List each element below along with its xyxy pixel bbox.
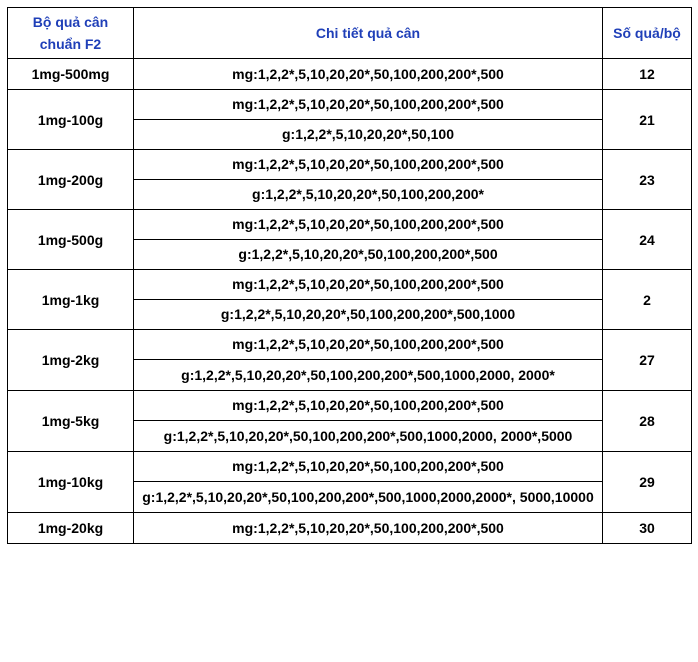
count-cell: 2 <box>603 270 692 330</box>
detail-mg: mg:1,2,2*,5,10,20,20*,50,100,200,200*,500 <box>134 452 603 482</box>
detail-g: g:1,2,2*,5,10,20,20*,50,100,200,200*,500,1000,2000, 2000* <box>134 360 603 391</box>
count-cell: 21 <box>603 90 692 150</box>
set-name: 1mg-20kg <box>8 513 134 544</box>
set-name: 1mg-5kg <box>8 391 134 452</box>
table-row <box>8 330 692 360</box>
detail-g: g:1,2,2*,5,10,20,20*,50,100 <box>134 120 603 150</box>
set-name: 1mg-1kg <box>8 270 134 330</box>
detail-mg: mg:1,2,2*,5,10,20,20*,50,100,200,200*,500 <box>134 210 603 240</box>
detail-mg: mg:1,2,2*,5,10,20,20*,50,100,200,200*,500 <box>134 59 603 90</box>
table-row <box>8 90 692 120</box>
detail-mg: mg:1,2,2*,5,10,20,20*,50,100,200,200*,500 <box>134 90 603 120</box>
count-cell: 30 <box>603 513 692 544</box>
table-row <box>8 513 692 544</box>
table-row <box>8 59 692 90</box>
detail-g: g:1,2,2*,5,10,20,20*,50,100,200,200*,500 <box>134 240 603 270</box>
detail-mg: mg:1,2,2*,5,10,20,20*,50,100,200,200*,500 <box>134 270 603 300</box>
set-name: 1mg-2kg <box>8 330 134 391</box>
header-row <box>8 8 692 59</box>
count-cell: 23 <box>603 150 692 210</box>
table-row <box>8 210 692 240</box>
count-cell: 29 <box>603 452 692 513</box>
set-name: 1mg-100g <box>8 90 134 150</box>
set-name: 1mg-200g <box>8 150 134 210</box>
count-cell: 12 <box>603 59 692 90</box>
header-detail: Chi tiết quả cân <box>134 8 603 59</box>
set-name: 1mg-10kg <box>8 452 134 513</box>
count-cell: 28 <box>603 391 692 452</box>
detail-g: g:1,2,2*,5,10,20,20*,50,100,200,200*,500,1000,2000,2000*, 5000,10000 <box>134 482 603 513</box>
set-name: 1mg-500g <box>8 210 134 270</box>
detail-mg: mg:1,2,2*,5,10,20,20*,50,100,200,200*,500 <box>134 391 603 421</box>
detail-mg: mg:1,2,2*,5,10,20,20*,50,100,200,200*,500 <box>134 513 603 544</box>
header-count: Số quả/bộ <box>603 8 692 59</box>
count-cell: 24 <box>603 210 692 270</box>
detail-g: g:1,2,2*,5,10,20,20*,50,100,200,200*,500,1000,2000, 2000*,5000 <box>134 421 603 452</box>
table-row <box>8 150 692 180</box>
detail-mg: mg:1,2,2*,5,10,20,20*,50,100,200,200*,500 <box>134 330 603 360</box>
detail-mg: mg:1,2,2*,5,10,20,20*,50,100,200,200*,500 <box>134 150 603 180</box>
table-row <box>8 391 692 421</box>
table-row <box>8 270 692 300</box>
detail-g: g:1,2,2*,5,10,20,20*,50,100,200,200*,500,1000 <box>134 300 603 330</box>
count-cell: 27 <box>603 330 692 391</box>
weight-sets-table <box>7 7 692 544</box>
detail-g: g:1,2,2*,5,10,20,20*,50,100,200,200* <box>134 180 603 210</box>
table-row <box>8 452 692 482</box>
header-set: Bộ quả cân chuẩn F2 <box>8 8 134 59</box>
set-name: 1mg-500mg <box>8 59 134 90</box>
